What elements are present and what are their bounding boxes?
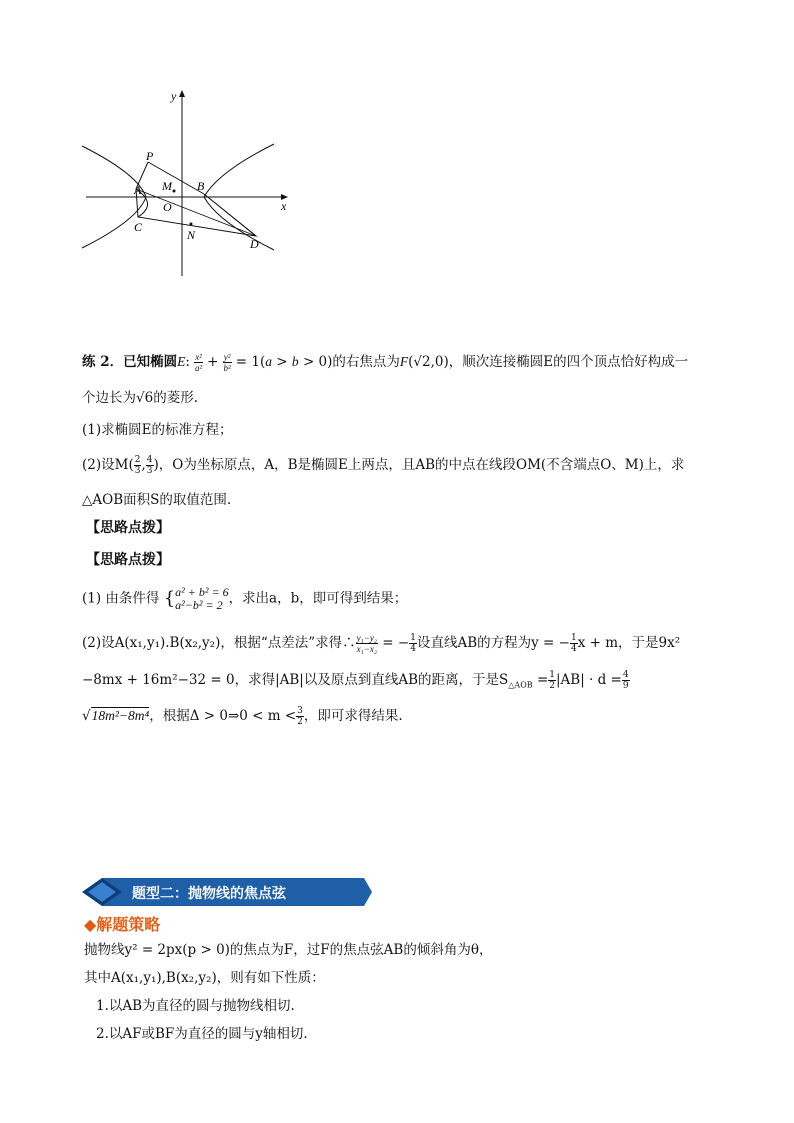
- theory-item-2: 2.以AF或BF为直径的圆与y轴相切.: [96, 1026, 308, 1042]
- label-C: C: [134, 220, 143, 234]
- after-equation: 的右焦点为: [332, 354, 400, 370]
- eq-frac-y: $\frac{\text{y²}}{\text{b²}}$: [223, 352, 231, 373]
- step1-prefix: (1) 由条件得: [82, 590, 160, 607]
- label-O: O: [163, 200, 172, 214]
- polygon-lines: [136, 162, 256, 236]
- hint-step-2-line-2: [82, 670, 630, 696]
- label-B: B: [197, 179, 205, 193]
- exercise-line-2: 个边长为√6的菱形.: [82, 390, 198, 406]
- exercise-part-2: (2)设M( $\frac{2}{3}$ , $\frac{4}{3}$ )，O为坐标原点，A，B是椭圆E上两点，且AB的中点在线段OM(不含端点O、M)上，求: [82, 455, 685, 476]
- step2-line3-rest: ，根据Δ > 0⇒0 < m <: [149, 708, 297, 724]
- ninth-frac: $\frac{4}{9}$: [622, 670, 629, 691]
- strategy-title: ◆解题策略: [84, 915, 161, 934]
- segment-BD: [204, 194, 256, 236]
- quarter-frac: $\frac{1}{4}$: [410, 633, 416, 654]
- three-halves-frac: $\frac{3}{2}$: [297, 706, 303, 727]
- theory-item-1: 1.以AB为直径的圆与抛物线相切.: [96, 998, 295, 1014]
- label-N: N: [187, 228, 196, 242]
- eq-frac-x: $\frac{\text{x²}}{\text{a²}}$: [194, 352, 203, 373]
- hint-step-2-line-3: √18m²−8m⁴，根据Δ > 0⇒0 < m < $\frac{3}{2}$ ，即可求得结果.: [82, 706, 403, 727]
- point-N: [190, 223, 193, 226]
- m-y-frac: $\frac{4}{3}$: [146, 455, 153, 476]
- step2-line2-a: −8mx + 16m²−32 = 0，求得|AB|以及原点到直线AB的距离，于是S: [82, 672, 509, 688]
- step1-eq2: a²−b² = 2: [175, 598, 223, 612]
- exercise-part-1: (1)求椭圆E的标准方程；: [82, 422, 233, 438]
- m-x-frac: $\frac{2}{3}$: [134, 455, 141, 476]
- step1-eq1: a² + b² = 6: [175, 585, 229, 599]
- hint-header-1: 【思路点拨】: [86, 520, 170, 536]
- step2-a: (2)设A(x₁,y₁).B(x₂,y₂)，根据“点差法”求得∴: [82, 635, 356, 651]
- hint-step-2-line-1: [82, 633, 680, 654]
- exercise-line-1: 练 2．已知椭圆E: $\frac{\text{x²}}{\text{a²}}$ + $\frac{\text{y²}}{\text{b²}}$ = 1(a > b > 0)的右焦点为F(√2,0)，顺次连接椭圆E的四个顶点恰好构成一: [82, 352, 689, 373]
- part2-a: (2)设M: [82, 457, 129, 473]
- sqrt-expr: 18m²−8m⁴: [91, 708, 150, 723]
- hint-step-1: (1) 由条件得 { a² + b² = 6 a²−b² = 2 ，求出a，b，即可得到结果；: [82, 585, 408, 612]
- hint-header-2: 【思路点拨】: [86, 552, 170, 568]
- label-y: y: [171, 89, 177, 103]
- label-A: A: [134, 183, 142, 197]
- quarter-frac-2: $\frac{1}{4}$: [570, 633, 577, 654]
- part2-b: ，O为坐标原点，A，B是椭圆E上两点，且AB的中点在线段OM(不含端点O、M)上，求: [158, 457, 685, 473]
- segment-AD: [136, 189, 256, 236]
- point-M: [173, 190, 176, 193]
- y-axis-arrow: [179, 90, 185, 97]
- step1-suffix: ，求出a，b，即可得到结果；: [228, 590, 408, 607]
- step2-line2-b: =: [536, 672, 549, 688]
- ellipse-name: E: [177, 354, 186, 369]
- theory-line-2: 其中A(x₁,y₁),B(x₂,y₂)，则有如下性质：: [84, 970, 325, 986]
- focus-value: (√2,0): [408, 354, 449, 370]
- theory-line-1: 抛物线y² = 2px(p > 0)的焦点为F，过F的焦点弦AB的倾斜角为θ，: [84, 942, 493, 958]
- hyperbola-figure: [78, 84, 298, 280]
- step2-d: x + m，于是9x²: [577, 635, 681, 651]
- label-P: P: [146, 149, 154, 163]
- focus-label: F: [399, 354, 409, 369]
- half-frac: $\frac{1}{2}$: [549, 670, 555, 691]
- label-D: D: [250, 237, 259, 251]
- s-subscript: △AOB: [508, 680, 533, 690]
- statement-rest: ，顺次连接椭圆E的四个顶点恰好构成一: [448, 354, 689, 370]
- slope-frac: $\frac{\text{y₁−y₂}}{\text{x₁−x₂}}$: [356, 633, 377, 654]
- step2-b: = −: [382, 635, 410, 651]
- exercise-part-2-line-2: △AOB面积S的取值范围.: [82, 492, 232, 508]
- exercise-prefix: 练 2．已知椭圆: [82, 354, 178, 370]
- step2-line2-c: |AB| · d =: [555, 672, 622, 688]
- label-x: x: [281, 199, 287, 213]
- step2-line3-end: ，即可求得结果.: [303, 708, 403, 724]
- label-M: M: [162, 179, 172, 193]
- banner-title: 题型二：抛物线的焦点弦: [132, 886, 286, 902]
- step2-c: 设直线AB的方程为y = −: [416, 635, 570, 651]
